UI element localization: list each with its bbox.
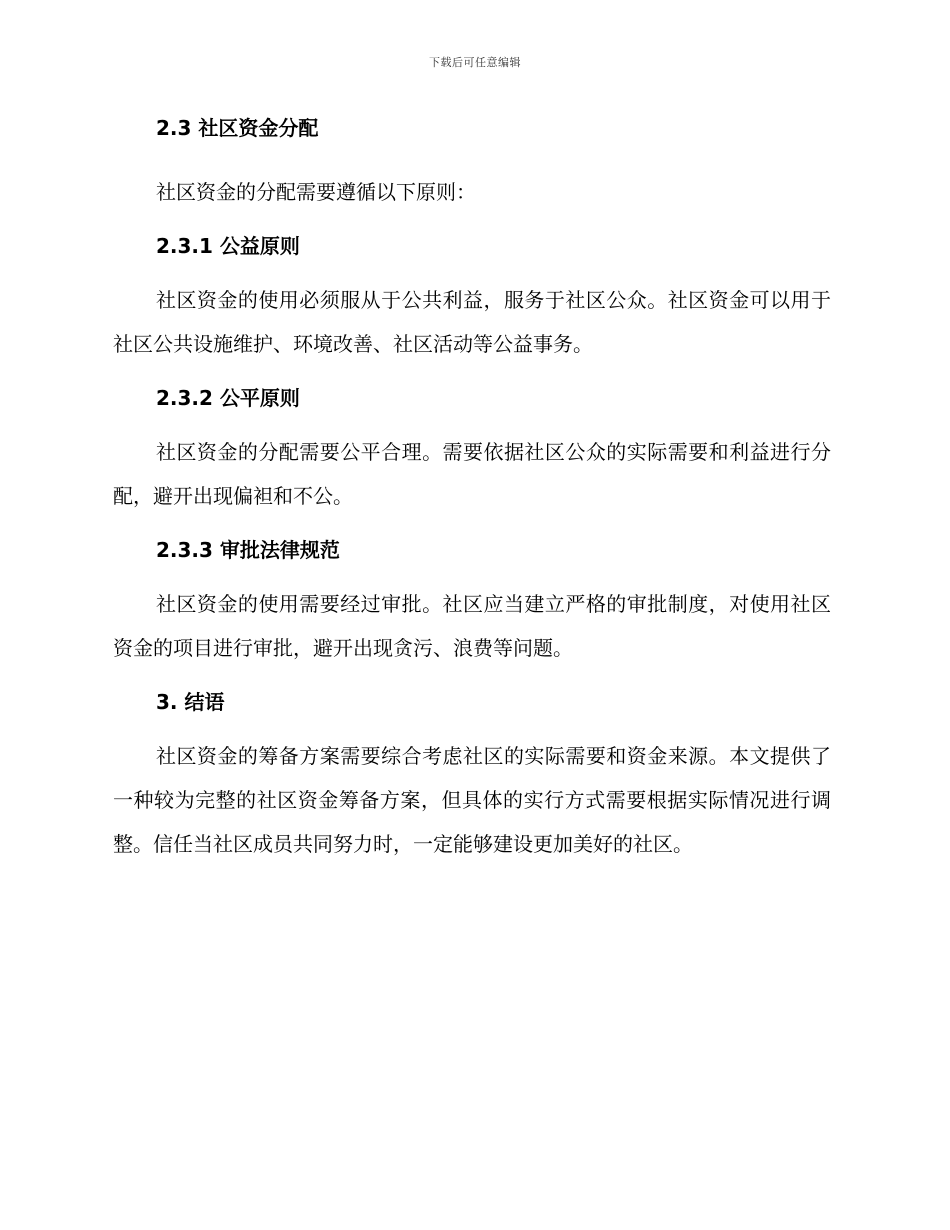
- section-heading-2-3-3: 2.3.3 审批法律规范: [156, 538, 340, 562]
- section-body-3: 社区资金的筹备方案需要综合考虑社区的实际需要和资金来源。本文提供了一种较为完整的社区资金筹备方案，但具体的实行方式需要根据实际情况进行调整。信任当社区成员共同努力时，一定能够建设更加美好的社区。: [113, 744, 831, 856]
- header-note: 下载后可任意编辑: [429, 56, 521, 69]
- section-heading-2-3-2: 2.3.2 公平原则: [156, 386, 300, 410]
- section-heading-3: 3. 结语: [156, 690, 225, 714]
- document-body: [113, 112, 831, 866]
- section-heading-2-3: 2.3 社区资金分配: [156, 116, 319, 140]
- section-intro-2-3: 社区资金的分配需要遵循以下原则：: [156, 180, 476, 204]
- section-body-2-3-1: 社区资金的使用必须服从于公共利益，服务于社区公众。社区资金可以用于社区公共设施维护、环境改善、社区活动等公益事务。: [113, 288, 831, 356]
- section-body-2-3-2: 社区资金的分配需要公平合理。需要依据社区公众的实际需要和利益进行分配，避开出现偏袒和不公。: [113, 440, 831, 508]
- section-heading-2-3-1: 2.3.1 公益原则: [156, 234, 300, 258]
- section-body-2-3-3: 社区资金的使用需要经过审批。社区应当建立严格的审批制度，对使用社区资金的项目进行审批，避开出现贪污、浪费等问题。: [113, 592, 831, 660]
